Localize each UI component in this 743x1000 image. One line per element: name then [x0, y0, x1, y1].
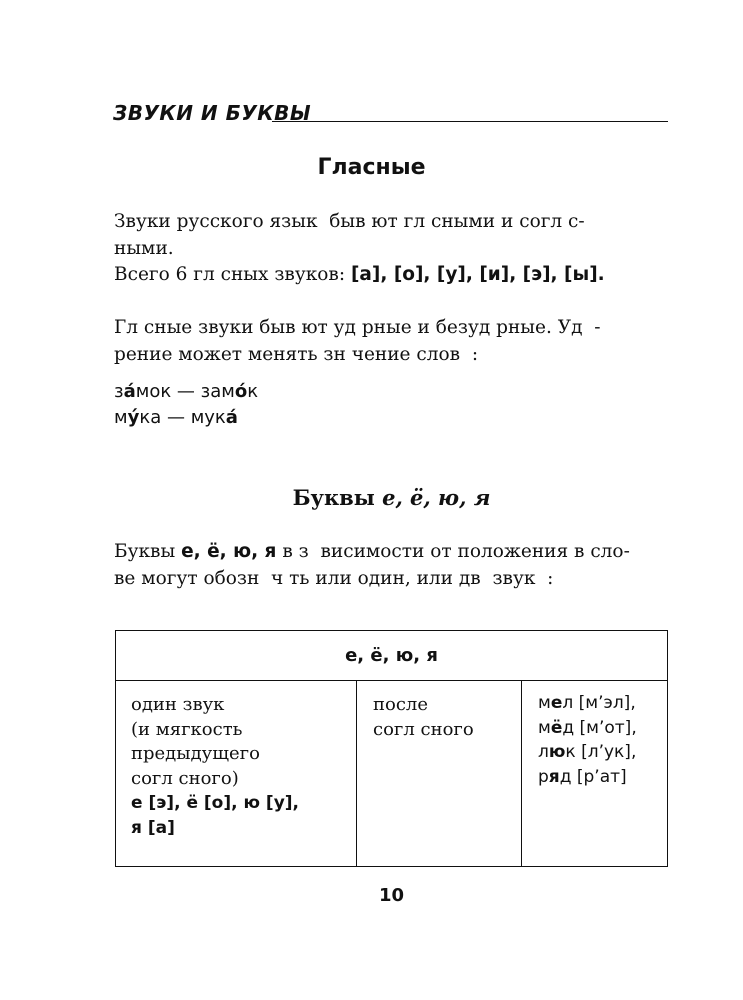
paragraph-text: Всего 6 гл сных звуков: — [114, 264, 351, 285]
paragraph-line: Гл сные звуки быв ют уд рные и безуд рные. Уд - — [114, 317, 601, 338]
paragraph-line: Звуки русского язык быв ют гл сными и согл с- — [114, 211, 585, 232]
example-word: ряд [р’ат] — [538, 766, 627, 787]
letters-table — [115, 630, 668, 867]
example-word: мёд [м’от], — [538, 717, 637, 738]
paragraph-line: рение может менять зн чение слов : — [114, 344, 479, 365]
example-word: мел [м’эл], — [538, 693, 636, 713]
example-word: люк [л’ук], — [538, 742, 637, 762]
section-title-letters: Буквы е, ё, ю, я — [292, 485, 491, 510]
paragraph-line: ными. — [114, 238, 174, 259]
table-cell-one-sound: один звук (и мягкость предыдущего согл сного) е [э], ё [о], ю [у], я [а] — [116, 681, 357, 867]
table-cell-after-consonant: после согл сного — [357, 681, 522, 867]
vowel-sounds: [а], [о], [у], [и], [э], [ы]. — [350, 264, 605, 285]
paragraph-line — [114, 263, 605, 287]
header-rule — [272, 121, 668, 122]
stress-example: зáмок — замóк — [114, 381, 259, 402]
stress-example: мýка — мукá — [114, 407, 238, 428]
table-cell-examples — [522, 681, 668, 867]
paragraph-line: ве могут обозн ч ть или один, или дв звук : — [114, 568, 554, 589]
paragraph-line: Буквы е, ё, ю, я в з висимости от положения в сло- — [114, 541, 630, 562]
running-header: ЗВУКИ И БУКВЫ — [113, 101, 312, 125]
page-number: 10 — [378, 885, 405, 906]
table-header: е, ё, ю, я — [116, 631, 668, 681]
section-title-vowels: Гласные — [317, 155, 426, 180]
